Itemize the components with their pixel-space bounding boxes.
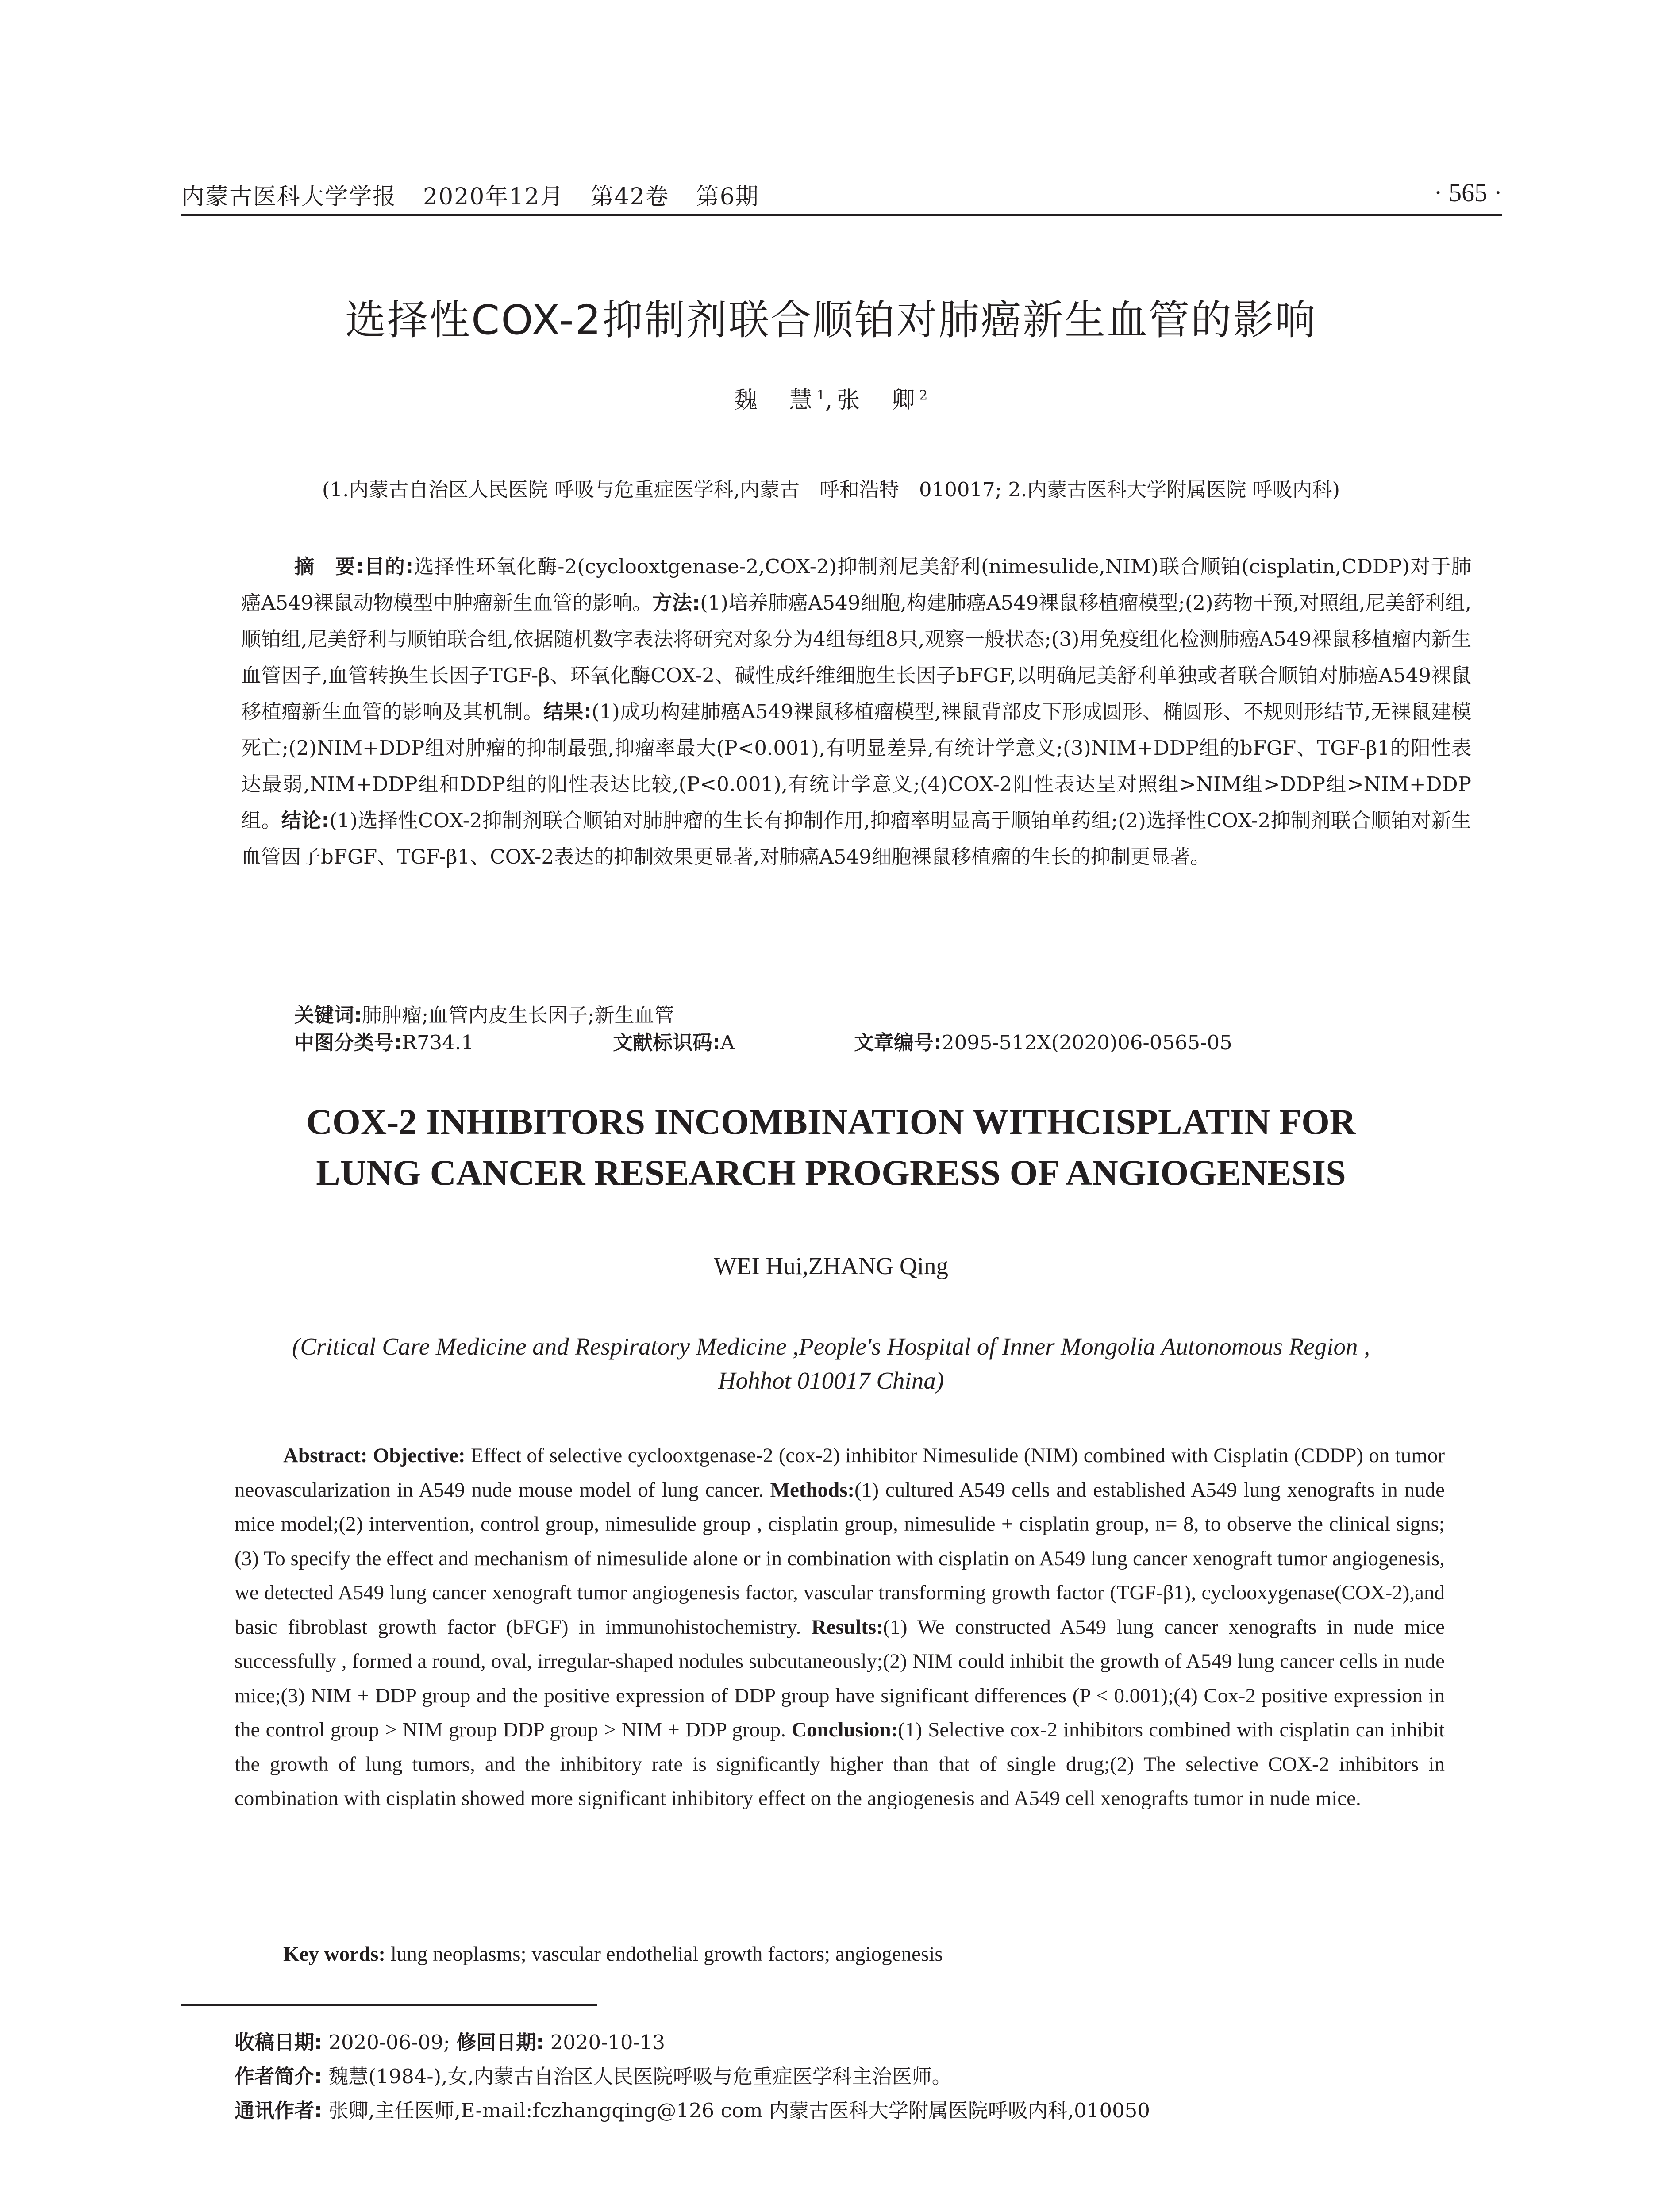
footnote-corresponding	[235, 2093, 1473, 2128]
en-abstract-label: Abstract:	[283, 1444, 368, 1467]
english-title-line-1: COX-2 INHIBITORS INCOMBINATION WITHCISPLATIN FOR	[306, 1102, 1356, 1142]
chinese-abstract	[241, 549, 1471, 875]
author-bio-label: 作者简介:	[235, 2065, 322, 2088]
conclusion-label: 结论:	[281, 809, 330, 832]
objective-text: 选择性环氧化酶-2(cyclooxtgenase-2,COX-2)抑制剂尼美舒利(nimesulide,NIM)联合顺铂(cisplatin,CDDP)对于肺癌A549裸鼠动物模型中肿瘤新生血管的影响。	[241, 555, 1471, 614]
english-title	[0, 1096, 1662, 1198]
footnote-divider	[181, 2004, 597, 2006]
keywords-text: 肺肿瘤;血管内皮生长因子;新生血管	[362, 1003, 674, 1027]
doc-code-value: A	[720, 1031, 735, 1054]
issue-number: 第6期	[696, 184, 759, 210]
english-affiliation-line-2: Hohhot 010017 China)	[718, 1367, 944, 1394]
en-methods-text: (1) cultured A549 cells and established A549 lung xenografts in nude mice model;(2) intervention, control group, nimesulide group , cisplatin group, nimesulide + cisplatin group, n= 8, to observe the clinical signs;(3) To specify the effect and mechanism of nimesulide alone or in combination with cisplatin on A549 lung cancer xenograft tumor angiogenesis, we detected A549 lung cancer xenograft tumor angiogenesis factor, vascular transforming growth factor (TGF-β1), cyclooxygenase(COX-2),and basic fibroblast growth factor (bFGF) in immunohistochemistry.	[235, 1478, 1445, 1639]
page-number: · 565 ·	[1434, 178, 1502, 207]
clc-code	[294, 1026, 474, 1055]
en-results-label: Results:	[811, 1615, 883, 1639]
english-affiliation	[0, 1329, 1662, 1398]
en-objective-text: Effect of selective cyclooxtgenase-2 (cox-2) inhibitor Nimesulide (NIM) combined with Cisplatin (CDDP) on tumor neovascularization in A549 nude mouse model of lung cancer.	[235, 1444, 1445, 1502]
author-2: 张 卿	[837, 387, 919, 414]
en-keywords-text: lung neoplasms; vascular endothelial growth factors; angiogenesis	[390, 1943, 943, 1966]
footnote-author-bio	[235, 2059, 1473, 2093]
chinese-title: 选择性COX-2抑制剂联合顺铂对肺癌新生血管的影响	[345, 296, 1317, 344]
volume-number: 第42卷	[590, 184, 669, 210]
keywords-label: 关键词:	[294, 1003, 362, 1027]
abstract-label: 摘 要:	[294, 555, 364, 578]
english-title-line-2: LUNG CANCER RESEARCH PROGRESS OF ANGIOGENESIS	[316, 1152, 1346, 1193]
results-text: (1)成功构建肺癌A549裸鼠移植瘤模型,裸鼠背部皮下形成圆形、椭圆形、不规则形结节,无裸鼠建模死亡;(2)NIM+DDP组对肿瘤的抑制最强,抑瘤率最大(P<0.001),有明显差异,有统计学意义;(3)NIM+DDP组的bFGF、TGF-β1的阳性表达最弱,NIM+DDP组和DDP组的阳性表达比较,(P<0.001),有统计学意义;(4)COX-2阳性表达呈对照组>NIM组>DDP组>NIM+DDP组。	[241, 700, 1471, 832]
en-conclusion-label: Conclusion:	[792, 1718, 898, 1741]
corresponding-label: 通讯作者:	[235, 2099, 322, 2122]
en-methods-label: Methods:	[770, 1478, 855, 1502]
author-bio-text: 魏慧(1984-),女,内蒙古自治区人民医院呼吸与危重症医学科主治医师。	[328, 2065, 952, 2088]
methods-label: 方法:	[652, 591, 700, 614]
journal-info	[181, 178, 786, 211]
en-results-text: (1) We constructed A549 lung cancer xenografts in nude mice successfully , formed a round, oval, irregular-shaped nodules subcutaneously;(2) NIM could inhibit the growth of A549 lung cancer cells in nude mice;(3) NIM + DDP group and the positive expression of DDP group have significant differences (P < 0.001);(4) Cox-2 positive expression in the control group > NIM group DDP group > NIM + DDP group.	[235, 1615, 1445, 1741]
english-authors: WEI Hui,ZHANG Qing	[713, 1252, 949, 1279]
running-header	[181, 178, 1502, 216]
results-label: 结果:	[543, 700, 592, 723]
article-no-value: 2095-512X(2020)06-0565-05	[942, 1031, 1232, 1054]
objective-label: 目的:	[364, 555, 414, 578]
en-keywords-label: Key words:	[283, 1943, 386, 1966]
en-objective-label: Objective:	[373, 1444, 466, 1467]
journal-name: 内蒙古医科大学学报	[181, 184, 397, 210]
footnote-dates	[235, 2025, 1473, 2059]
author-separator: ,	[825, 387, 837, 414]
corresponding-text: 张卿,主任医师,E-mail:fczhangqing@126 com 内蒙古医科大学附属医院呼吸内科,010050	[328, 2099, 1150, 2122]
author-1-affil-mark: 1	[816, 388, 825, 403]
article-no-label: 文章编号:	[854, 1031, 942, 1054]
issue-date: 2020年12月	[423, 184, 564, 210]
document-code	[613, 1026, 735, 1055]
en-conclusion-text: (1) Selective cox-2 inhibitors combined with cisplatin can inhibit the growth of lung tumors, and the inhibitory rate is significantly higher than that of single drug;(2) The selective COX-2 inhibitors in combination with cisplatin showed more significant inhibitory effect on the angiogenesis and A549 cell xenografts tumor in nude mice.	[235, 1718, 1445, 1810]
clc-value: R734.1	[402, 1031, 474, 1054]
classification-line	[294, 1026, 1489, 1057]
english-affiliation-line-1: (Critical Care Medicine and Respiratory Medicine ,People's Hospital of Inner Mongolia Autonomous Region ,	[292, 1333, 1370, 1360]
conclusion-text: (1)选择性COX-2抑制剂联合顺铂对肺肿瘤的生长有抑制作用,抑瘤率明显高于顺铂单药组;(2)选择性COX-2抑制剂联合顺铂对新生血管因子bFGF、TGF-β1、COX-2表达的抑制效果更显著,对肺癌A549细胞裸鼠移植瘤的生长的抑制更显著。	[241, 809, 1471, 868]
english-keywords	[283, 1942, 943, 1966]
chinese-authors	[0, 381, 1662, 415]
methods-text: (1)培养肺癌A549细胞,构建肺癌A549裸鼠移植瘤模型;(2)药物干预,对照组,尼美舒利组,顺铂组,尼美舒利与顺铂联合组,依据随机数字表法将研究对象分为4组每组8只,观察一般状态;(3)用免疫组化检测肺癌A549裸鼠移植瘤内新生血管因子,血管转换生长因子TGF-β、环氧化酶COX-2、碱性成纤维细胞生长因子bFGF,以明确尼美舒利单独或者联合顺铂对肺癌A549裸鼠移植瘤新生血管的影响及其机制。	[241, 591, 1472, 723]
received-date: 2020-06-09;	[328, 2031, 450, 2054]
chinese-keywords	[294, 999, 674, 1028]
chinese-affiliation: (1.内蒙古自治区人民医院 呼吸与危重症医学科,内蒙古 呼和浩特 010017; 2.内蒙古医科大学附属医院 呼吸内科)	[322, 478, 1340, 501]
revised-date: 2020-10-13	[550, 2031, 666, 2054]
doc-code-label: 文献标识码:	[613, 1031, 720, 1054]
english-abstract	[235, 1439, 1445, 1816]
footnotes	[235, 2025, 1473, 2128]
author-2-affil-mark: 2	[919, 388, 928, 403]
received-label: 收稿日期:	[235, 2031, 322, 2054]
article-number	[854, 1026, 1232, 1055]
author-1: 魏 慧	[734, 387, 817, 414]
revised-label: 修回日期:	[456, 2031, 544, 2054]
clc-label: 中图分类号:	[294, 1031, 402, 1054]
